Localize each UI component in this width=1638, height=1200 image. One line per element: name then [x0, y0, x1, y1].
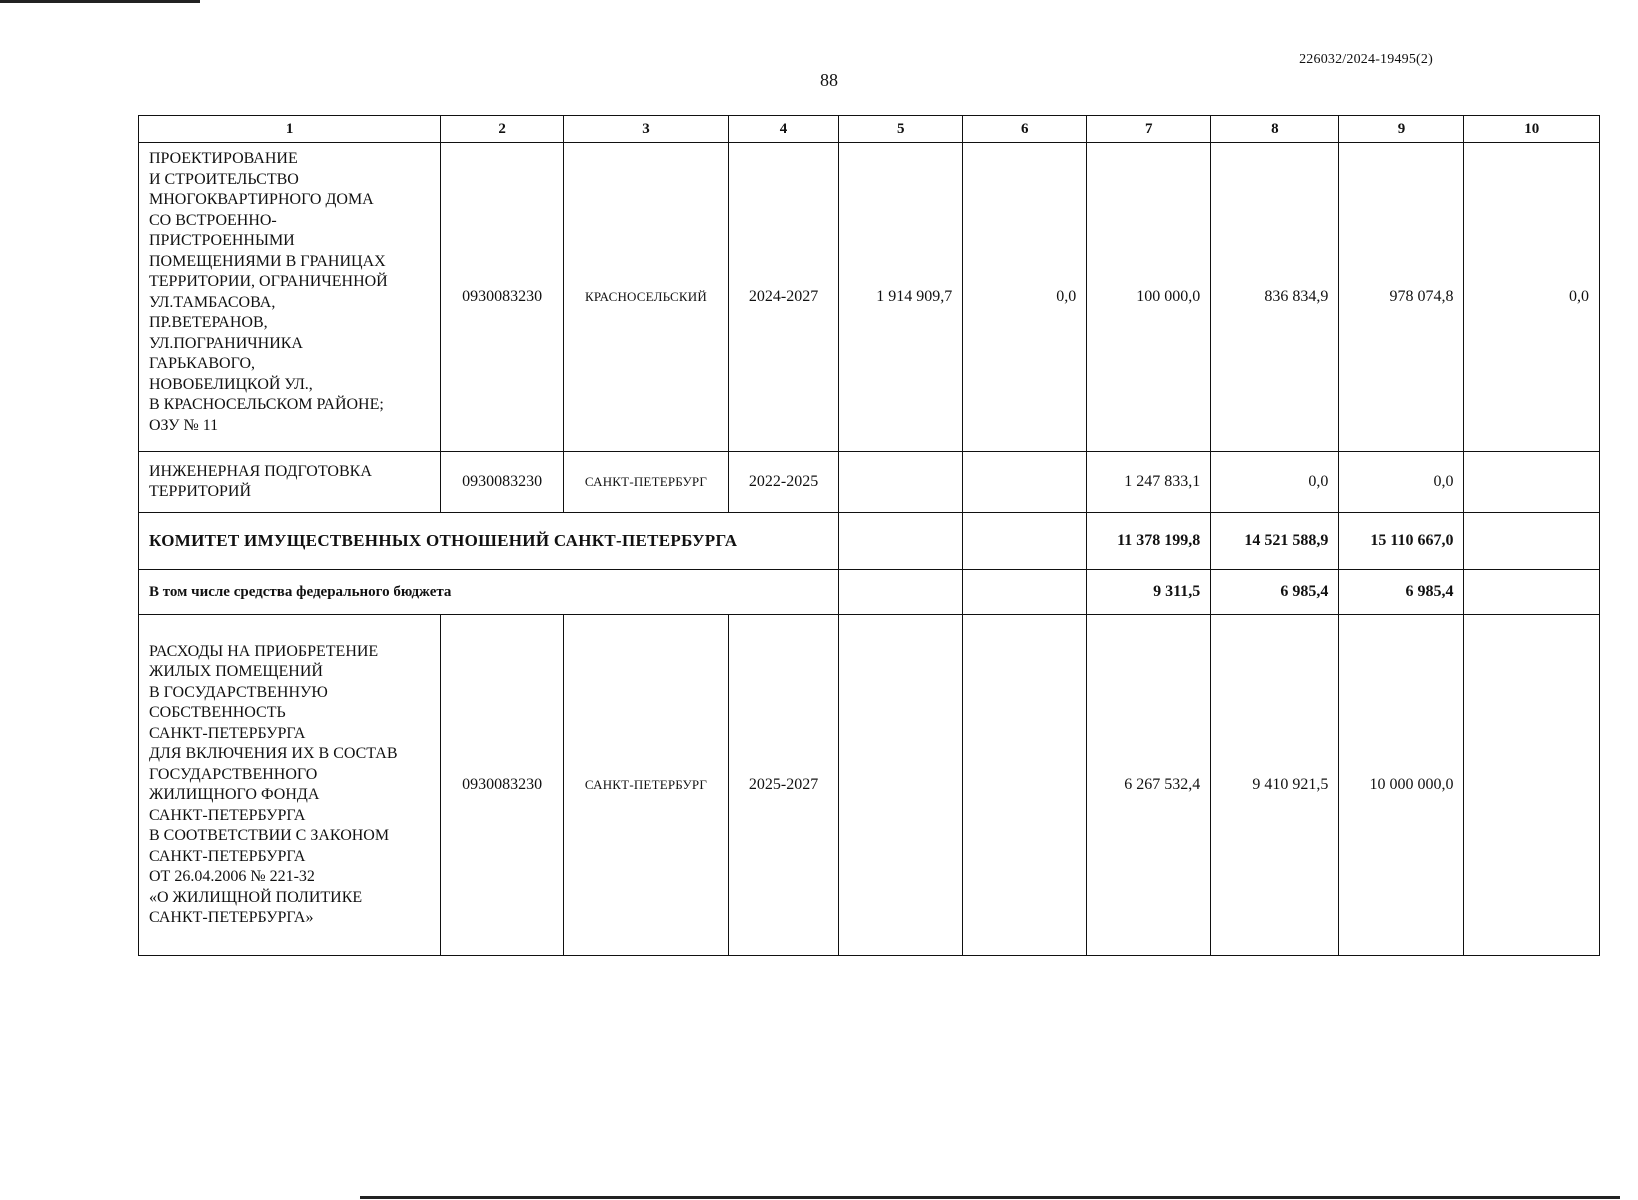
- district: КРАСНОСЕЛЬСКИЙ: [564, 143, 729, 452]
- header-col-1: 1: [139, 116, 441, 143]
- col7-value: 11 378 199,8: [1087, 513, 1211, 570]
- name-line: ТЕРРИТОРИИ, ОГРАНИЧЕННОЙ: [149, 273, 388, 290]
- period: 2022-2025: [728, 452, 838, 513]
- name-line: ИНЖЕНЕРНАЯ ПОДГОТОВКА: [149, 462, 372, 480]
- committee-total-row: [139, 513, 1600, 570]
- name-line: «О ЖИЛИЩНОЙ ПОЛИТИКЕ: [149, 888, 363, 906]
- document-id: 226032/2024-19495(2): [1299, 52, 1433, 67]
- col6-value: [963, 615, 1087, 956]
- period: 2024-2027: [728, 143, 838, 452]
- name-line: СОБСТВЕННОСТЬ: [149, 704, 286, 721]
- col10-value: [1464, 615, 1600, 956]
- name-line: ПРОЕКТИРОВАНИЕ: [149, 150, 298, 167]
- name-line: РАСХОДЫ НА ПРИОБРЕТЕНИЕ: [149, 642, 379, 660]
- col6-value: 0,0: [963, 143, 1087, 452]
- col9-value: 15 110 667,0: [1339, 513, 1464, 570]
- district: САНКТ-ПЕТЕРБУРГ: [564, 615, 729, 956]
- header-col-10: 10: [1464, 116, 1600, 143]
- col7-value: 6 267 532,4: [1087, 615, 1211, 956]
- col5-value: 1 914 909,7: [839, 143, 963, 452]
- table-row: [139, 615, 1600, 956]
- col5-value: [839, 615, 963, 956]
- name-line: ОТ 26.04.2006 № 221-32: [149, 868, 315, 885]
- name-line: ЖИЛЫХ ПОМЕЩЕНИЙ: [149, 663, 323, 680]
- budget-table: [138, 115, 1600, 956]
- page-number: 88: [820, 70, 838, 90]
- name-line: ПРИСТРОЕННЫМИ: [149, 232, 295, 249]
- header-col-8: 8: [1211, 116, 1339, 143]
- name-line: САНКТ-ПЕТЕРБУРГА: [149, 724, 306, 742]
- name-line: УЛ.ТАМБАСОВА,: [149, 293, 276, 311]
- name-line: НОВОБЕЛИЦКОЙ УЛ.,: [149, 375, 313, 393]
- scan-edge-bottom: [360, 1196, 1620, 1199]
- name-line: В ГОСУДАРСТВЕННУЮ: [149, 683, 328, 701]
- name-line: УЛ.ПОГРАНИЧНИКА: [149, 334, 303, 352]
- name-line: ПОМЕЩЕНИЯМИ В ГРАНИЦАХ: [149, 252, 386, 270]
- header-col-5: 5: [839, 116, 963, 143]
- name-line: ПР.ВЕТЕРАНОВ,: [149, 314, 268, 331]
- name-line: ОЗУ № 11: [149, 416, 219, 434]
- scan-edge-top: [0, 0, 200, 3]
- period: 2025-2027: [728, 615, 838, 956]
- col6-value: [963, 452, 1087, 513]
- name-line: ГОСУДАРСТВЕННОГО: [149, 765, 318, 783]
- col9-value: 6 985,4: [1339, 570, 1464, 615]
- name-line: МНОГОКВАРТИРНОГО ДОМА: [149, 191, 374, 208]
- federal-title: В том числе средства федерального бюджета: [139, 570, 839, 615]
- header-col-3: 3: [564, 116, 729, 143]
- budget-code: 0930083230: [441, 615, 564, 956]
- name-line: И СТРОИТЕЛЬСТВО: [149, 170, 299, 188]
- col6-value: [963, 513, 1087, 570]
- col10-value: [1464, 570, 1600, 615]
- col5-value: [839, 570, 963, 615]
- col8-value: 6 985,4: [1211, 570, 1339, 615]
- col10-value: [1464, 452, 1600, 513]
- name-line: СО ВСТРОЕННО-: [149, 211, 277, 229]
- col10-value: [1464, 513, 1600, 570]
- district: САНКТ-ПЕТЕРБУРГ: [564, 452, 729, 513]
- row-name: [139, 143, 441, 452]
- name-line: ГАРЬКАВОГО,: [149, 355, 256, 372]
- table-row: [139, 143, 1600, 452]
- col10-value: 0,0: [1464, 143, 1600, 452]
- name-line: САНКТ-ПЕТЕРБУРГА: [149, 806, 306, 824]
- col7-value: 1 247 833,1: [1087, 452, 1211, 513]
- col9-value: 10 000 000,0: [1339, 615, 1464, 956]
- table-row: [139, 452, 1600, 513]
- header-row: [139, 116, 1600, 143]
- name-line: САНКТ-ПЕТЕРБУРГА: [149, 847, 306, 865]
- federal-budget-row: [139, 570, 1600, 615]
- header-col-6: 6: [963, 116, 1087, 143]
- header-col-7: 7: [1087, 116, 1211, 143]
- committee-title: КОМИТЕТ ИМУЩЕСТВЕННЫХ ОТНОШЕНИЙ САНКТ-ПЕТЕРБУРГА: [139, 513, 839, 570]
- row-name: [139, 615, 441, 956]
- name-line: ЖИЛИЩНОГО ФОНДА: [149, 786, 320, 803]
- col9-value: 0,0: [1339, 452, 1464, 513]
- budget-code: 0930083230: [441, 143, 564, 452]
- header-col-9: 9: [1339, 116, 1464, 143]
- col7-value: 9 311,5: [1087, 570, 1211, 615]
- col5-value: [839, 513, 963, 570]
- col8-value: 0,0: [1211, 452, 1339, 513]
- name-line: ТЕРРИТОРИЙ: [149, 483, 252, 500]
- col8-value: 9 410 921,5: [1211, 615, 1339, 956]
- budget-code: 0930083230: [441, 452, 564, 513]
- col7-value: 100 000,0: [1087, 143, 1211, 452]
- name-line: В СООТВЕТСТВИИ С ЗАКОНОМ: [149, 827, 390, 844]
- name-line: В КРАСНОСЕЛЬСКОМ РАЙОНЕ;: [149, 396, 384, 413]
- header-col-2: 2: [441, 116, 564, 143]
- name-line: САНКТ-ПЕТЕРБУРГА»: [149, 909, 314, 926]
- col6-value: [963, 570, 1087, 615]
- header-col-4: 4: [728, 116, 838, 143]
- col5-value: [839, 452, 963, 513]
- col9-value: 978 074,8: [1339, 143, 1464, 452]
- col8-value: 836 834,9: [1211, 143, 1339, 452]
- row-name: [139, 452, 441, 513]
- name-line: ДЛЯ ВКЛЮЧЕНИЯ ИХ В СОСТАВ: [149, 745, 398, 762]
- col8-value: 14 521 588,9: [1211, 513, 1339, 570]
